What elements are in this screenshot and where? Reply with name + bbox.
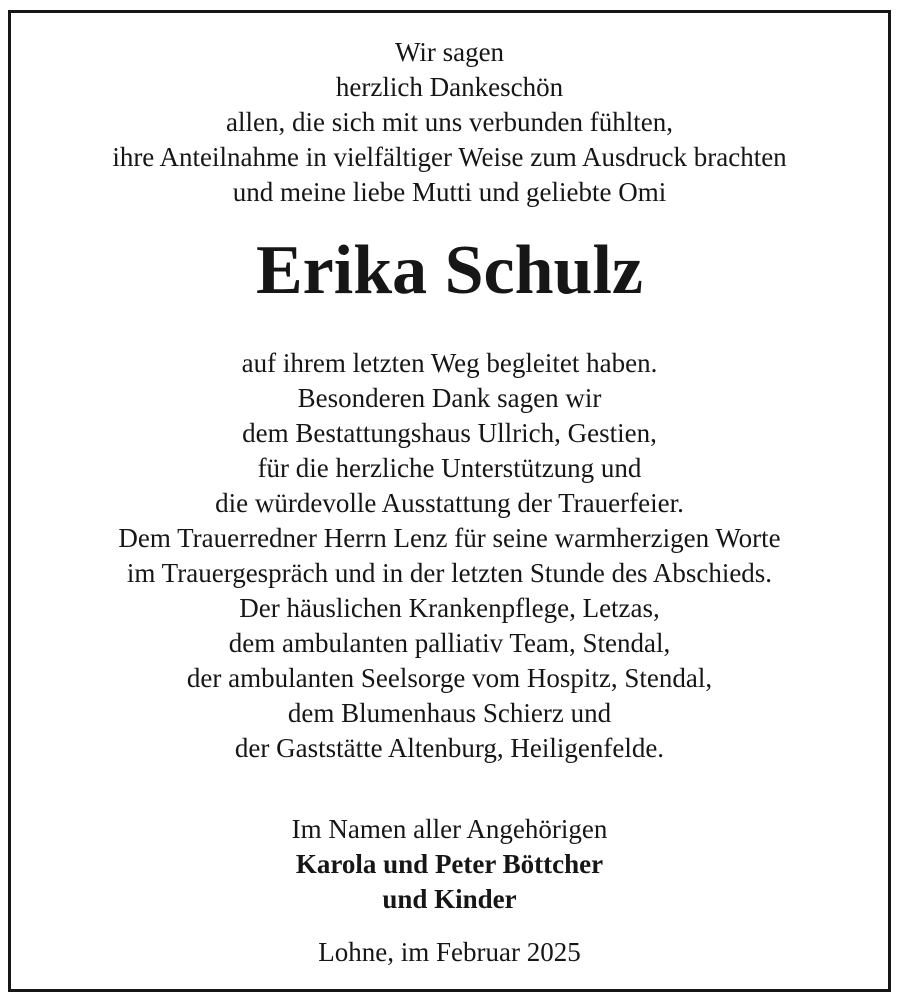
thanks-line: Der häuslichen Krankenpflege, Letzas,	[239, 593, 660, 623]
intro-line: Wir sagen	[394, 37, 505, 67]
thanks-line: der Gaststätte Altenburg, Heiligenfelde.	[234, 733, 665, 763]
notice-border	[8, 10, 891, 992]
thanks-line: die würdevolle Ausstattung der Trauerfeier.	[215, 488, 684, 518]
thanks-line: Dem Trauerredner Herrn Lenz für seine warmherzigen Worte	[118, 523, 781, 553]
thanks-line: auf ihrem letzten Weg begleitet haben.	[241, 348, 658, 378]
deceased-name: Erika Schulz	[255, 232, 644, 309]
thanks-line: für die herzliche Unterstützung und	[257, 453, 642, 483]
intro-line: ihre Anteilnahme in vielfältiger Weise zum Ausdruck brachten	[112, 142, 787, 172]
thanks-line: dem Blumenhaus Schierz und	[287, 698, 612, 728]
signer-names: Karola und Peter Böttcher	[295, 849, 604, 879]
thanks-line: im Trauergespräch und in der letzten Stunde des Abschieds.	[126, 558, 773, 588]
intro-text	[11, 35, 888, 210]
signature-block	[11, 812, 888, 917]
thanks-line: Besonderen Dank sagen wir	[297, 383, 602, 413]
signer-names: und Kinder	[382, 884, 517, 914]
closing-line: Im Namen aller Angehörigen	[291, 814, 608, 844]
thanks-text	[11, 346, 888, 766]
thanks-line: der ambulanten Seelsorge vom Hospitz, Stendal,	[186, 663, 713, 693]
intro-line: und meine liebe Mutti und geliebte Omi	[232, 177, 667, 207]
intro-line: herzlich Dankeschön	[335, 72, 564, 102]
intro-line: allen, die sich mit uns verbunden fühlten,	[226, 107, 673, 137]
place-date: Lohne, im Februar 2025	[318, 937, 581, 967]
thanks-line: dem Bestattungshaus Ullrich, Gestien,	[242, 418, 657, 448]
thanks-line: dem ambulanten palliativ Team, Stendal,	[228, 628, 671, 658]
